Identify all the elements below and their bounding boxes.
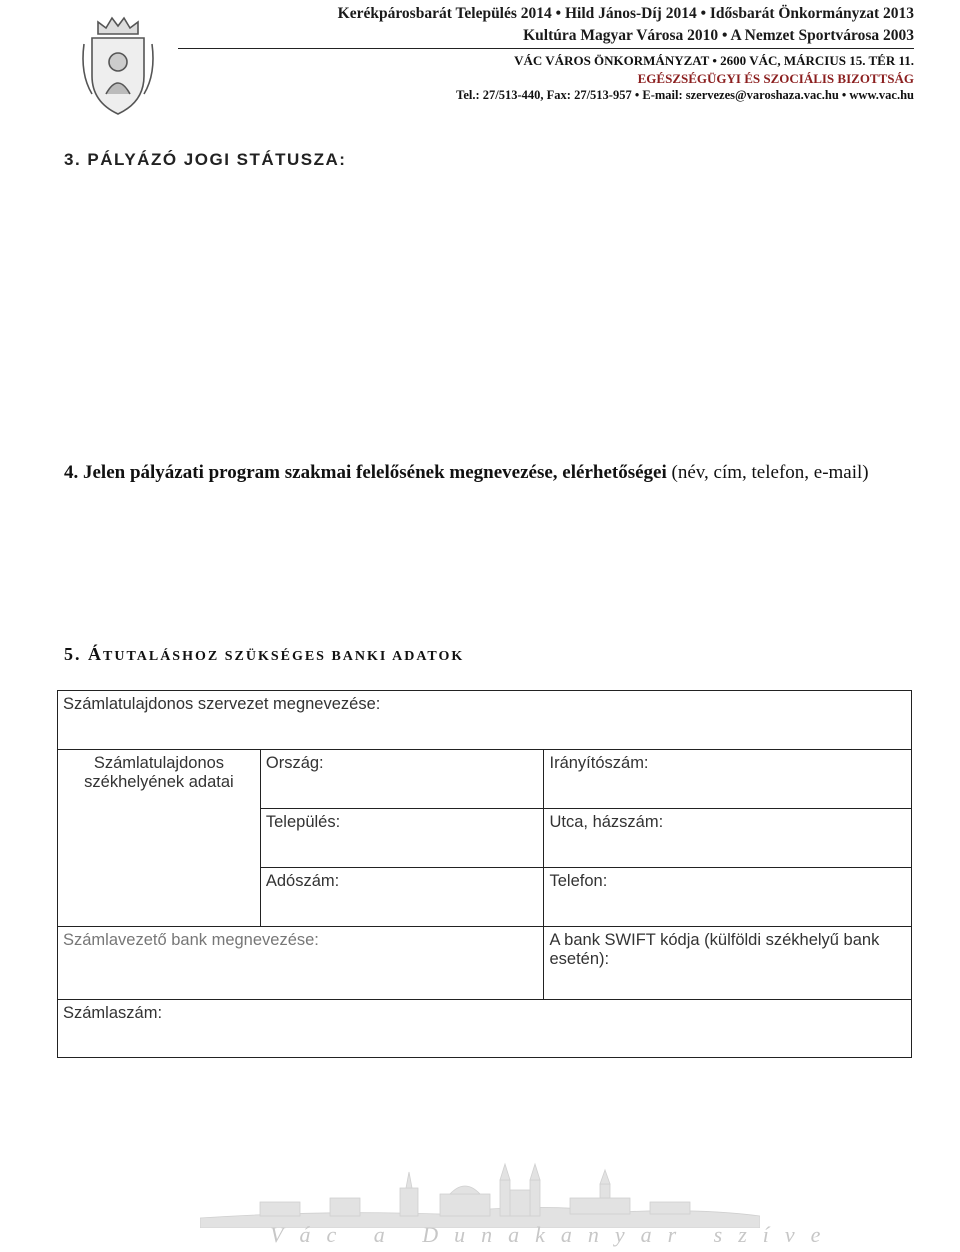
settlement-label: Település:: [265, 813, 341, 831]
bank-name-label: Számlavezető bank megnevezése:: [63, 931, 319, 949]
vac-skyline-icon: [200, 1158, 760, 1228]
owner-name-label: Számlatulajdonos szervezet megnevezése:: [63, 695, 381, 713]
bank-data-table: [57, 690, 912, 1058]
phone-label: Telefon:: [549, 872, 608, 890]
swift-field[interactable]: [544, 927, 912, 1000]
seat-data-label: Számlatulajdonos székhelyének adatai: [84, 754, 234, 791]
awards-line-2: Kultúra Magyar Városa 2010 • A Nemzet Sportvárosa 2003: [523, 27, 914, 44]
seat-data-cell: [58, 750, 261, 927]
committee-name: EGÉSZSÉGÜGYI ÉS SZOCIÁLIS BIZOTTSÁG: [637, 70, 914, 86]
swift-label: A bank SWIFT kódja (külföldi székhelyű bank esetén):: [549, 931, 880, 968]
section-4-paragraph: [64, 449, 904, 497]
section-4-normal: (név, cím, telefon, e-mail): [666, 462, 869, 483]
account-number-label: Számlaszám:: [63, 1004, 163, 1022]
country-field[interactable]: [260, 750, 544, 809]
footer-tagline: Vác a Dunakanyar szíve: [270, 1222, 837, 1247]
account-number-field[interactable]: [58, 1000, 912, 1058]
postal-code-field[interactable]: [544, 750, 912, 809]
postal-code-label: Irányítószám:: [549, 754, 649, 772]
bank-name-field[interactable]: [58, 927, 544, 1000]
phone-field[interactable]: [544, 868, 912, 927]
vac-coat-of-arms-icon: [78, 14, 158, 118]
awards-line-1: Kerékpárosbarát Település 2014 • Hild János-Díj 2014 • Idősbarát Önkormányzat 2013: [337, 5, 914, 22]
tax-number-label: Adószám:: [265, 872, 340, 890]
section-5-heading: [64, 644, 464, 665]
section-5-title-rest: TUTALÁSHOZ SZÜKSÉGES BANKI ADATOK: [103, 649, 465, 664]
tax-number-field[interactable]: [260, 868, 544, 927]
street-field[interactable]: [544, 809, 912, 868]
settlement-field[interactable]: [260, 809, 544, 868]
street-label: Utca, házszám:: [549, 813, 664, 831]
section-4-bold: 4. Jelen pályázati program szakmai felelősének megnevezése, elérhetőségei: [64, 462, 667, 483]
section-3-heading: 3. PÁLYÁZÓ JOGI STÁTUSZA:: [64, 150, 347, 169]
section-5-number: 5.: [64, 644, 88, 664]
country-label: Ország:: [265, 754, 324, 772]
address-line: VÁC VÁROS ÖNKORMÁNYZAT • 2600 VÁC, MÁRCIUS 15. TÉR 11.: [514, 53, 914, 68]
owner-name-field[interactable]: [58, 691, 912, 750]
contact-line: Tel.: 27/513-440, Fax: 27/513-957 • E-mail: szervezes@varoshaza.vac.hu • www.vac.hu: [456, 88, 914, 102]
section-5-first-letter: Á: [88, 644, 103, 664]
header-divider: [178, 48, 914, 49]
